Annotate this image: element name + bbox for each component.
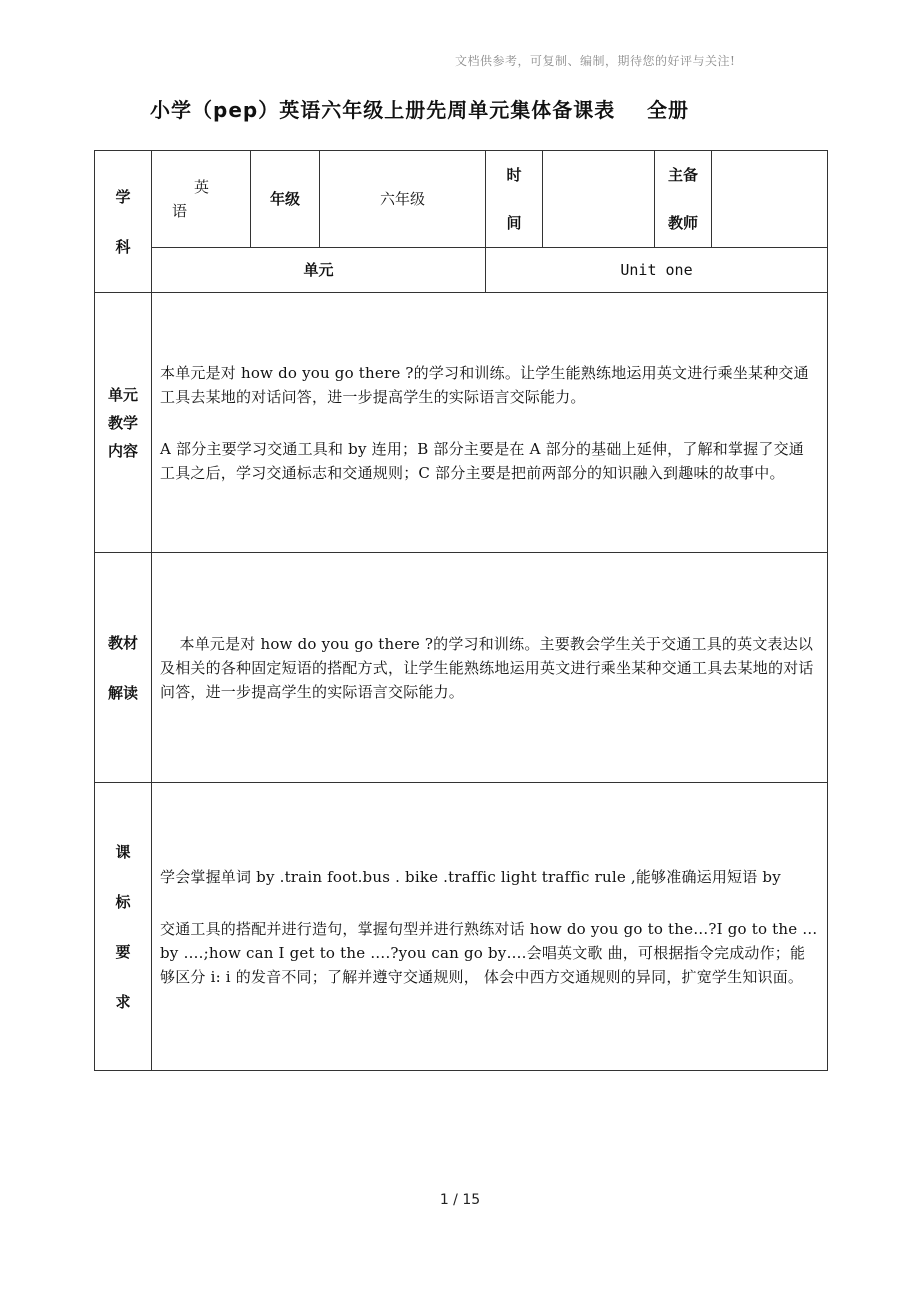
textbook-row [95, 553, 828, 783]
teacher-label-cell [655, 151, 712, 248]
teacher-value [712, 151, 828, 248]
time-value [543, 151, 655, 248]
standard-label-1: 课 [115, 842, 131, 861]
unit-label: 单元 [152, 248, 486, 293]
document-watermark: 文档供参考，可复制、编制，期待您的好评与关注! [455, 54, 736, 68]
unit-content-row [95, 293, 828, 553]
page-title: 小学（pep）英语六年级上册先周单元集体备课表 全册 [150, 98, 690, 122]
textbook-paragraph-1: 本单元是对 how do you go there ?的学习和训练。主要教会学生关于交通工具的英文表达以及相关的各种固定短语的搭配方式，让学生能熟练地运用英文进行乘坐某种交通工具去某地的对话问答，进一步提高学生的实际语言交际能力。 [160, 634, 814, 701]
unit-value: Unit one [486, 248, 828, 293]
time-label-1: 时 [506, 166, 522, 184]
content-paragraph-1: 本单元是对 how do you go there ?的学习和训练。让学生能熟练地运用英文进行乘坐某种交通工具去某地的对话问答，进一步提高学生的实际语言交际能力。 [160, 363, 809, 406]
page-number: 1 / 15 [439, 1192, 481, 1208]
time-label-cell [486, 151, 543, 248]
subject-value-cell [152, 151, 251, 248]
textbook-label-2: 解读 [107, 683, 138, 702]
content-label-1: 单元 [107, 385, 138, 404]
grade-label: 年级 [251, 151, 320, 248]
subject-value-1: 英 [194, 178, 210, 196]
lesson-plan-table [94, 150, 828, 1071]
content-label-3: 内容 [107, 441, 138, 460]
subject-label-cell [95, 151, 152, 293]
standard-label-3: 要 [115, 942, 131, 961]
header-row [95, 151, 828, 248]
content-text-cell [152, 293, 828, 553]
standard-label-cell [95, 783, 152, 1071]
textbook-label-1: 教材 [107, 633, 138, 652]
standard-label-4: 求 [115, 992, 131, 1011]
content-paragraph-2: A 部分主要学习交通工具和 by 连用；B 部分主要是在 A 部分的基础上延伸，了解和掌握了交通工具之后，学习交通标志和交通规则；C 部分主要是把前两部分的知识融入到趣味的故事中。 [160, 439, 804, 482]
content-label-2: 教学 [107, 413, 138, 432]
standard-paragraph-2: 交通工具的搭配并进行造句，掌握句型并进行熟练对话 how do you go to the…?I go to the …by ….;how can I get to the ….?you can go by….会唱英文歌 曲，可根据指令完成动作；能够区分 i: i 的发音不同；了解并遵守交通规则， 体会中西方交通规则的异同，扩宽学生知识面。 [160, 919, 818, 986]
content-label-cell [95, 293, 152, 553]
grade-value: 六年级 [320, 151, 486, 248]
textbook-text-cell [152, 553, 828, 783]
teacher-label-2: 教师 [667, 214, 698, 232]
time-label-2: 间 [506, 214, 522, 232]
textbook-label-cell [95, 553, 152, 783]
subject-label [95, 172, 151, 272]
subject-label-text: 学科 [115, 187, 131, 256]
standard-paragraph-1: 学会掌握单词 by .train foot.bus . bike .traffic light traffic rule ,能够准确运用短语 by [160, 867, 781, 886]
standard-label-2: 标 [115, 892, 131, 911]
standard-text-cell [152, 783, 828, 1071]
teacher-label-1: 主备 [667, 166, 698, 184]
subject-value-2: 语 [172, 202, 188, 220]
standard-row [95, 783, 828, 1071]
unit-row [95, 248, 828, 293]
